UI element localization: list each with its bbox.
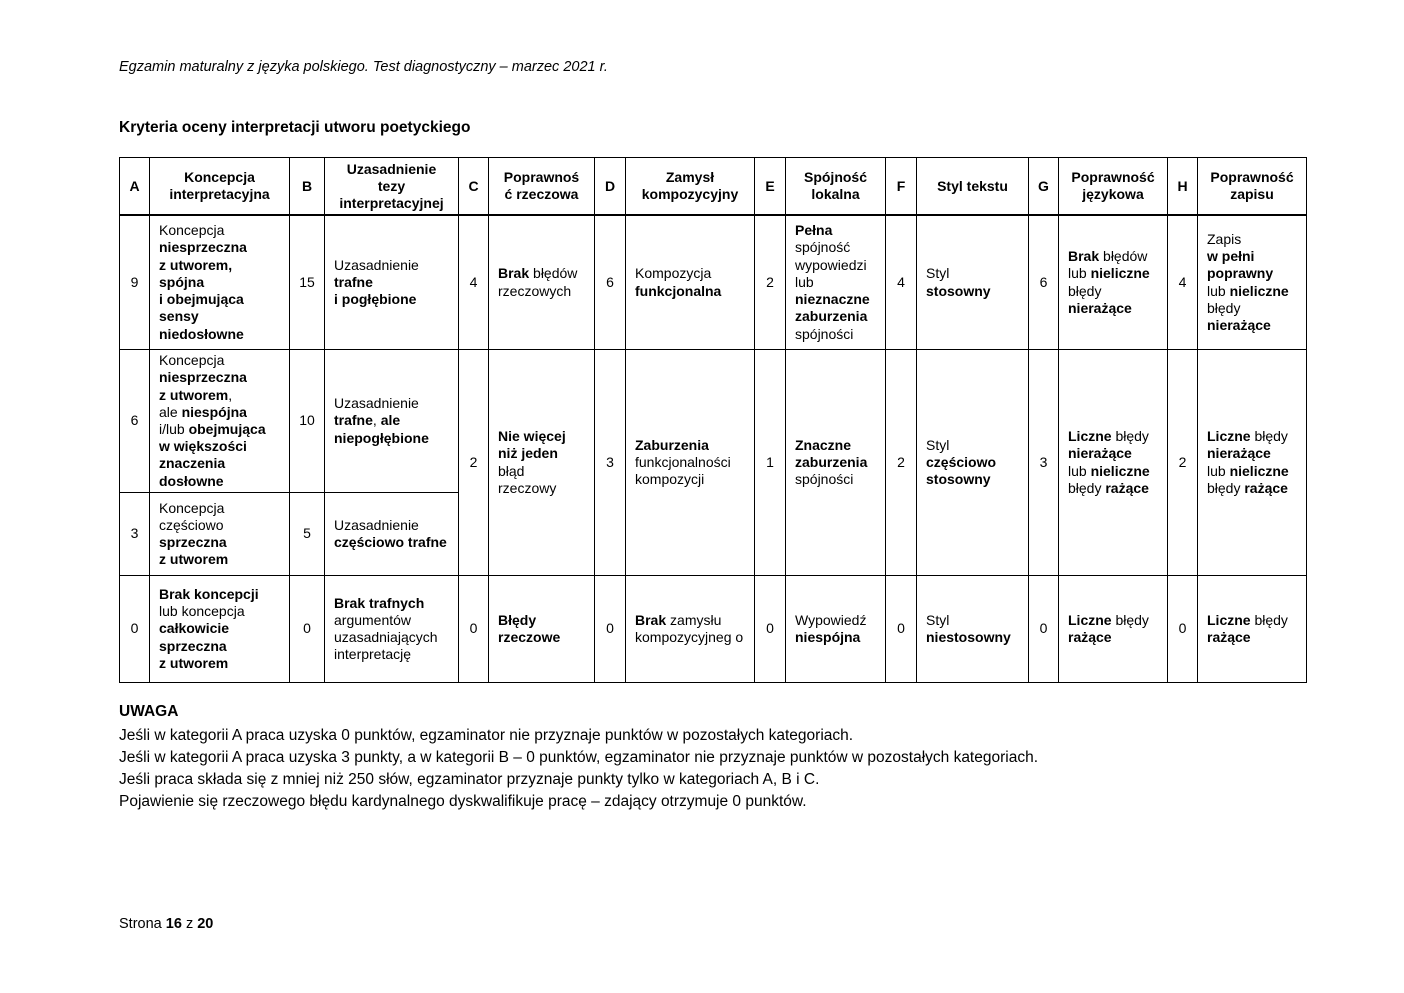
points-cell: 4 (459, 215, 489, 350)
criteria-cell: Styl stosowny (917, 215, 1029, 350)
criteria-cell: Kompozycja funkcjonalna (626, 215, 755, 350)
criteria-cell: Wypowiedź niespójna (786, 576, 886, 683)
criteria-cell: Brak zamysłu kompozycyjneg o (626, 576, 755, 683)
criteria-cell: Liczne błędy rażące (1198, 576, 1307, 683)
page-footer (119, 916, 213, 932)
criteria-cell: Znaczne zaburzenia spójności (786, 350, 886, 576)
header-poprawnosc-rzeczowa: Poprawnoś ć rzeczowa (489, 158, 595, 216)
page-prefix: Strona (119, 916, 162, 932)
header-letter-h: H (1168, 158, 1198, 216)
points-cell: 5 (290, 493, 325, 576)
header-koncepcja: Koncepcja interpretacyjna (150, 158, 290, 216)
criteria-cell: Brak koncepcji lub koncepcja całkowicie sprzeczna z utworem (150, 576, 290, 683)
points-cell: 9 (120, 215, 150, 350)
criteria-cell: Styl częściowo stosowny (917, 350, 1029, 576)
criteria-cell: Uzasadnienie trafne i pogłębione (325, 215, 459, 350)
header-letter-b: B (290, 158, 325, 216)
criteria-cell: Nie więcej niż jeden błąd rzeczowy (489, 350, 595, 576)
table-row (120, 350, 1307, 493)
points-cell: 0 (120, 576, 150, 683)
points-cell: 2 (886, 350, 917, 576)
points-cell: 0 (755, 576, 786, 683)
table-row (120, 215, 1307, 350)
page-total: 20 (197, 916, 214, 932)
points-cell: 4 (1168, 215, 1198, 350)
points-cell: 3 (120, 493, 150, 576)
criteria-cell: Brak trafnych argumentów uzasadniających interpretację (325, 576, 459, 683)
note-line: Pojawienie się rzeczowego błędu kardynalnego dyskwalifikuje pracę – zdający otrzymuje 0 punktów. (119, 793, 807, 810)
header-poprawnosc-jezykowa: Poprawność językowa (1059, 158, 1168, 216)
note-line: Jeśli praca składa się z mniej niż 250 słów, egzaminator przyznaje punkty tylko w kategoriach A, B i C. (119, 771, 820, 788)
header-spojnosc: Spójność lokalna (786, 158, 886, 216)
running-header: Egzamin maturalny z języka polskiego. Test diagnostyczny – marzec 2021 r. (119, 59, 608, 75)
header-zamysl: Zamysł kompozycyjny (626, 158, 755, 216)
points-cell: 3 (1029, 350, 1059, 576)
header-letter-c: C (459, 158, 489, 216)
criteria-cell: Koncepcja niesprzeczna z utworem, spójna i obejmująca sensy niedosłowne (150, 215, 290, 350)
header-letter-e: E (755, 158, 786, 216)
criteria-cell: Koncepcja częściowo sprzeczna z utworem (150, 493, 290, 576)
criteria-cell: Pełna spójność wypowiedzi lub nieznaczne zaburzenia spójności (786, 215, 886, 350)
criteria-cell: Koncepcja niesprzeczna z utworem, ale niespójna i/lub obejmująca w większości znaczenia dosłowne (150, 350, 290, 493)
points-cell: 6 (595, 215, 626, 350)
page-current: 16 (165, 916, 182, 932)
points-cell: 0 (1168, 576, 1198, 683)
criteria-cell: Zapis w pełni poprawny lub nieliczne błędy nierażące (1198, 215, 1307, 350)
points-cell: 2 (1168, 350, 1198, 576)
criteria-cell: Brak błędów lub nieliczne błędy nierażące (1059, 215, 1168, 350)
criteria-table (119, 157, 1307, 683)
criteria-cell: Liczne błędy rażące (1059, 576, 1168, 683)
criteria-cell: Liczne błędy nierażące lub nieliczne błędy rażące (1059, 350, 1168, 576)
header-poprawnosc-zapisu: Poprawność zapisu (1198, 158, 1307, 216)
note-line: Jeśli w kategorii A praca uzyska 3 punkty, a w kategorii B – 0 punktów, egzaminator nie przyznaje punktów w pozostałych kategoriach. (119, 749, 1039, 766)
points-cell: 15 (290, 215, 325, 350)
points-cell: 6 (1029, 215, 1059, 350)
header-letter-g: G (1029, 158, 1059, 216)
page-separator: z (185, 916, 194, 932)
notes-block (119, 725, 1038, 813)
criteria-cell: Uzasadnienie częściowo trafne (325, 493, 459, 576)
points-cell: 1 (755, 350, 786, 576)
note-line: Jeśli w kategorii A praca uzyska 0 punktów, egzaminator nie przyznaje punktów w pozostałych kategoriach. (119, 727, 854, 744)
header-letter-f: F (886, 158, 917, 216)
points-cell: 3 (595, 350, 626, 576)
points-cell: 4 (886, 215, 917, 350)
points-cell: 0 (595, 576, 626, 683)
criteria-cell: Zaburzenia funkcjonalności kompozycji (626, 350, 755, 576)
table-row (120, 576, 1307, 683)
criteria-cell: Uzasadnienie trafne, ale niepogłębione (325, 350, 459, 493)
points-cell: 0 (1029, 576, 1059, 683)
section-title: Kryteria oceny interpretacji utworu poetyckiego (119, 119, 471, 136)
criteria-cell: Błędy rzeczowe (489, 576, 595, 683)
points-cell: 0 (290, 576, 325, 683)
note-title: UWAGA (119, 703, 179, 720)
header-uzasadnienie: Uzasadnienie tezy interpretacyjnej (325, 158, 459, 216)
criteria-cell: Brak błędów rzeczowych (489, 215, 595, 350)
points-cell: 6 (120, 350, 150, 493)
points-cell: 0 (886, 576, 917, 683)
table-header-row (120, 158, 1307, 216)
header-letter-d: D (595, 158, 626, 216)
points-cell: 2 (459, 350, 489, 576)
points-cell: 10 (290, 350, 325, 493)
criteria-cell: Styl niestosowny (917, 576, 1029, 683)
criteria-cell: Liczne błędy nierażące lub nieliczne błędy rażące (1198, 350, 1307, 576)
points-cell: 2 (755, 215, 786, 350)
header-styl: Styl tekstu (917, 158, 1029, 216)
header-letter-a: A (120, 158, 150, 216)
points-cell: 0 (459, 576, 489, 683)
